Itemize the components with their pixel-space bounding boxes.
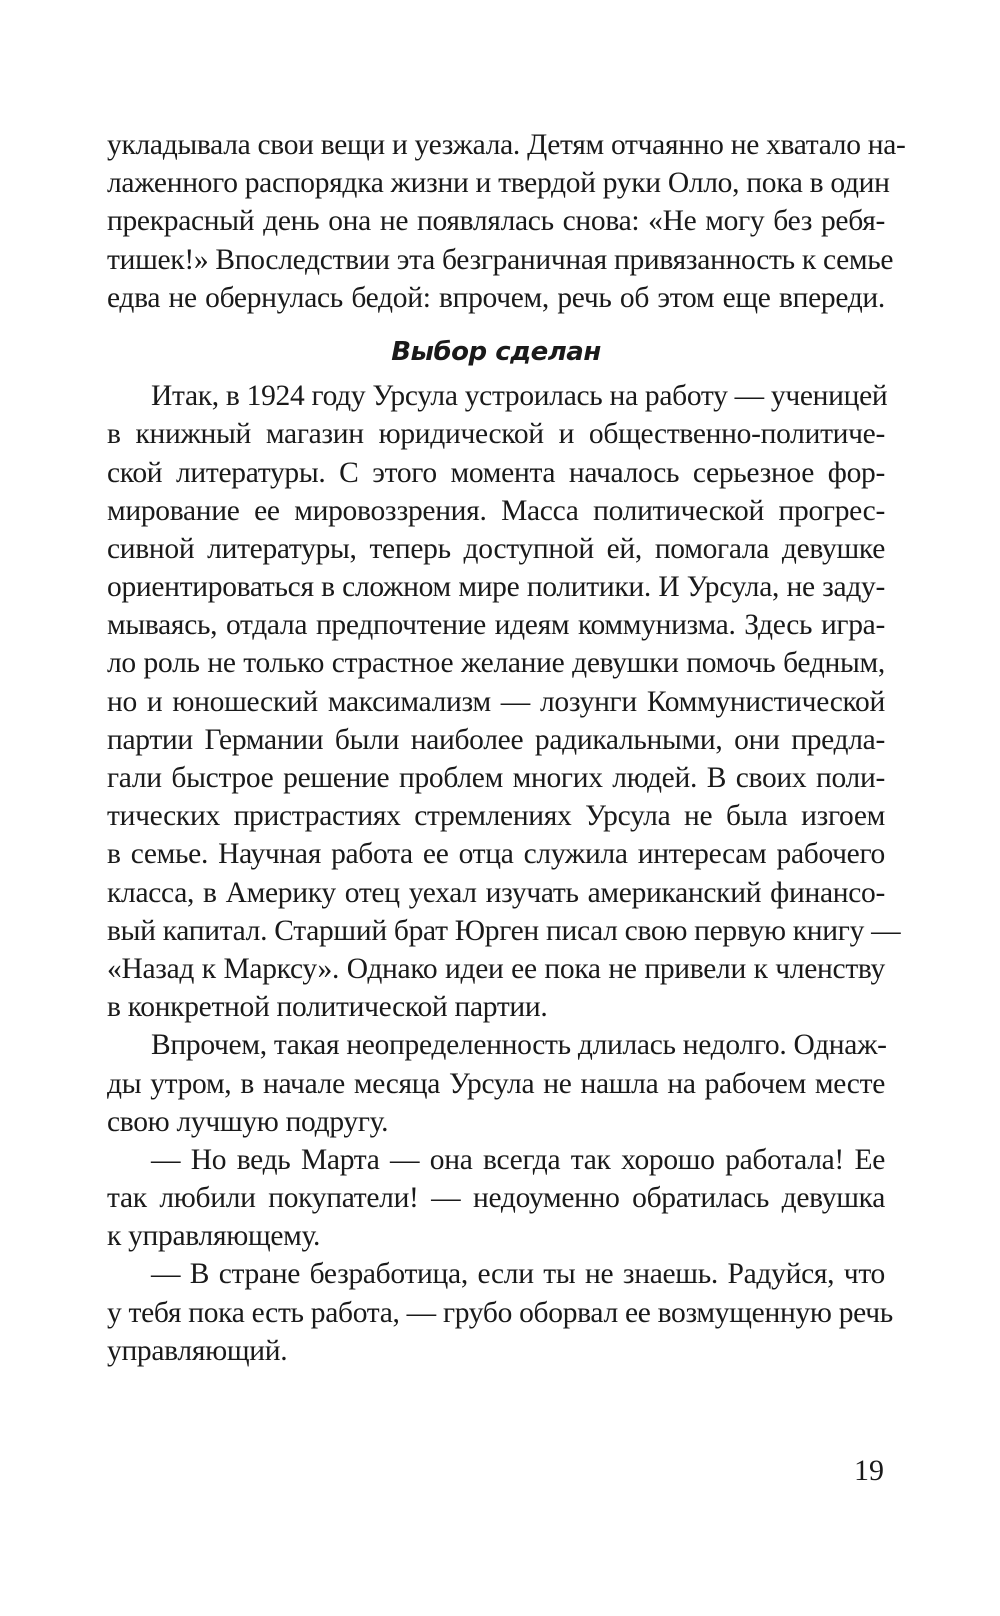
text-line: ло роль не только страстное желание девушки помочь бедным, xyxy=(107,647,885,680)
text-line: «Назад к Марксу». Однако идеи ее пока не привели к членству xyxy=(107,952,885,985)
text-line: вый капитал. Старший брат Юрген писал свою первую книгу — xyxy=(107,914,901,947)
page-body xyxy=(107,126,906,1370)
text-line: — Но ведь Марта — она всегда так хорошо работала! Ее xyxy=(151,1143,885,1176)
text-line: класса, в Америку отец уехал изучать американский финансо- xyxy=(107,876,885,909)
text-line: так любили покупатели! — недоуменно обратилась девушка xyxy=(107,1182,885,1215)
text-line: Итак, в 1924 году Урсула устроилась на работу — ученицей xyxy=(151,380,888,413)
dialogue-paragraph xyxy=(107,1255,893,1370)
section-heading: Выбор сделан xyxy=(391,336,601,367)
text-line: ды утром, в начале месяца Урсула не нашла на рабочем месте xyxy=(107,1067,885,1100)
text-line: партии Германии были наиболее радикальными, они предла- xyxy=(107,723,885,756)
text-line: свою лучшую подругу. xyxy=(107,1105,389,1138)
text-line: в конкретной политической партии. xyxy=(107,991,548,1024)
text-line: — В стране безработица, если ты не знаешь. Радуйся, что xyxy=(151,1258,885,1291)
text-line: прекрасный день она не появлялась снова: «Не могу без ребя- xyxy=(107,205,885,238)
paragraph xyxy=(107,1026,885,1141)
dialogue-paragraph xyxy=(107,1141,885,1256)
intro-paragraph xyxy=(107,126,906,317)
text-line: мирование ее мировоззрения. Масса политической прогрес- xyxy=(107,494,885,527)
paragraph xyxy=(107,377,901,1026)
text-line: лаженного распорядка жизни и твердой руки Олло, пока в один xyxy=(107,167,890,200)
text-line: но и юношеский максимализм — лозунги Коммунистической xyxy=(107,685,885,718)
text-line: тишек!» Впоследствии эта безграничная привязанность к семье xyxy=(107,243,894,276)
text-line: в книжный магазин юридической и общественно-политиче- xyxy=(107,418,885,451)
text-line: управляющий. xyxy=(107,1334,288,1367)
text-line: мываясь, отдала предпочтение идеям коммунизма. Здесь игра- xyxy=(107,609,885,642)
page-number: 19 xyxy=(854,1454,884,1487)
text-line: гали быстрое решение проблем многих людей. В своих поли- xyxy=(107,762,885,794)
text-line: в семье. Научная работа ее отца служила интересам рабочего xyxy=(107,838,885,871)
text-line: Впрочем, такая неопределенность длилась недолго. Однаж- xyxy=(151,1029,887,1062)
text-line: сивной литературы, теперь доступной ей, помогала девушке xyxy=(107,532,885,565)
text-line: к управляющему. xyxy=(107,1220,321,1253)
text-line: укладывала свои вещи и уезжала. Детям отчаянно не хватало на- xyxy=(107,129,906,161)
text-line: едва не обернулась бедой: впрочем, речь об этом еще впереди. xyxy=(107,281,885,314)
text-line: ориентироваться в сложном мире политики. И Урсула, не заду- xyxy=(107,571,885,604)
text-line: ской литературы. С этого момента началось серьезное фор- xyxy=(107,456,885,489)
text-line: у тебя пока есть работа, — грубо оборвал ее возмущенную речь xyxy=(107,1296,893,1329)
text-line: тических пристрастиях стремлениях Урсула не была изгоем xyxy=(107,800,885,833)
